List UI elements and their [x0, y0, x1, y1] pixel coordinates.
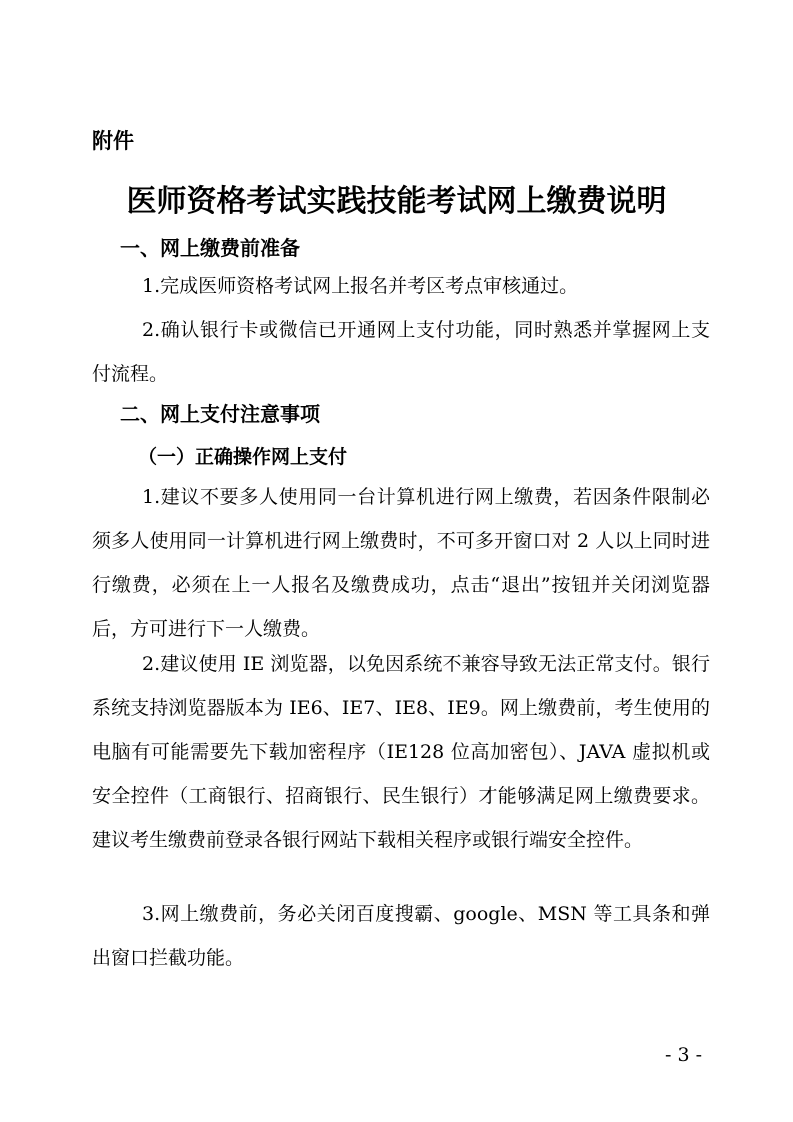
paragraph-2-2: 2.建议使用 IE 浏览器，以免因系统不兼容导致无法正常支付。银行系统支持浏览器版本为 IE6、IE7、IE8、IE9。网上缴费前，考生使用的电脑有可能需要先下载加密程序（IE128 位高加密包）、JAVA 虚拟机或安全控件（工商银行、招商银行、民生银行）才能够满足网上缴费要求。建议考生缴费前登录各银行网站下载相关程序或银行端安全控件。	[92, 653, 710, 851]
section-heading-1: 一、网上缴费前准备	[120, 236, 300, 260]
paragraph-2-3: 3.网上缴费前，务必关闭百度搜霸、google、MSN 等工具条和弹出窗口拦截功能。	[92, 903, 710, 969]
paragraph-1-1: 1.完成医师资格考试网上报名并考区考点审核通过。	[142, 275, 579, 297]
section-heading-2: 二、网上支付注意事项	[120, 402, 320, 426]
paragraph-2-1: 1.建议不要多人使用同一台计算机进行网上缴费，若因条件限制必须多人使用同一计算机进行网上缴费时，不可多开窗口对 2 人以上同时进行缴费，必须在上一人报名及缴费成功，点击“退出”按钮并关闭浏览器后，方可进行下一人缴费。	[92, 486, 710, 640]
paragraph-1-2: 2.确认银行卡或微信已开通网上支付功能，同时熟悉并掌握网上支付流程。	[92, 319, 710, 385]
document-title: 医师资格考试实践技能考试网上缴费说明	[126, 184, 667, 219]
attachment-label: 附件	[92, 129, 134, 153]
subsection-heading-1: （一）正确操作网上支付	[138, 446, 348, 468]
page-number: - 3 -	[665, 1044, 703, 1066]
